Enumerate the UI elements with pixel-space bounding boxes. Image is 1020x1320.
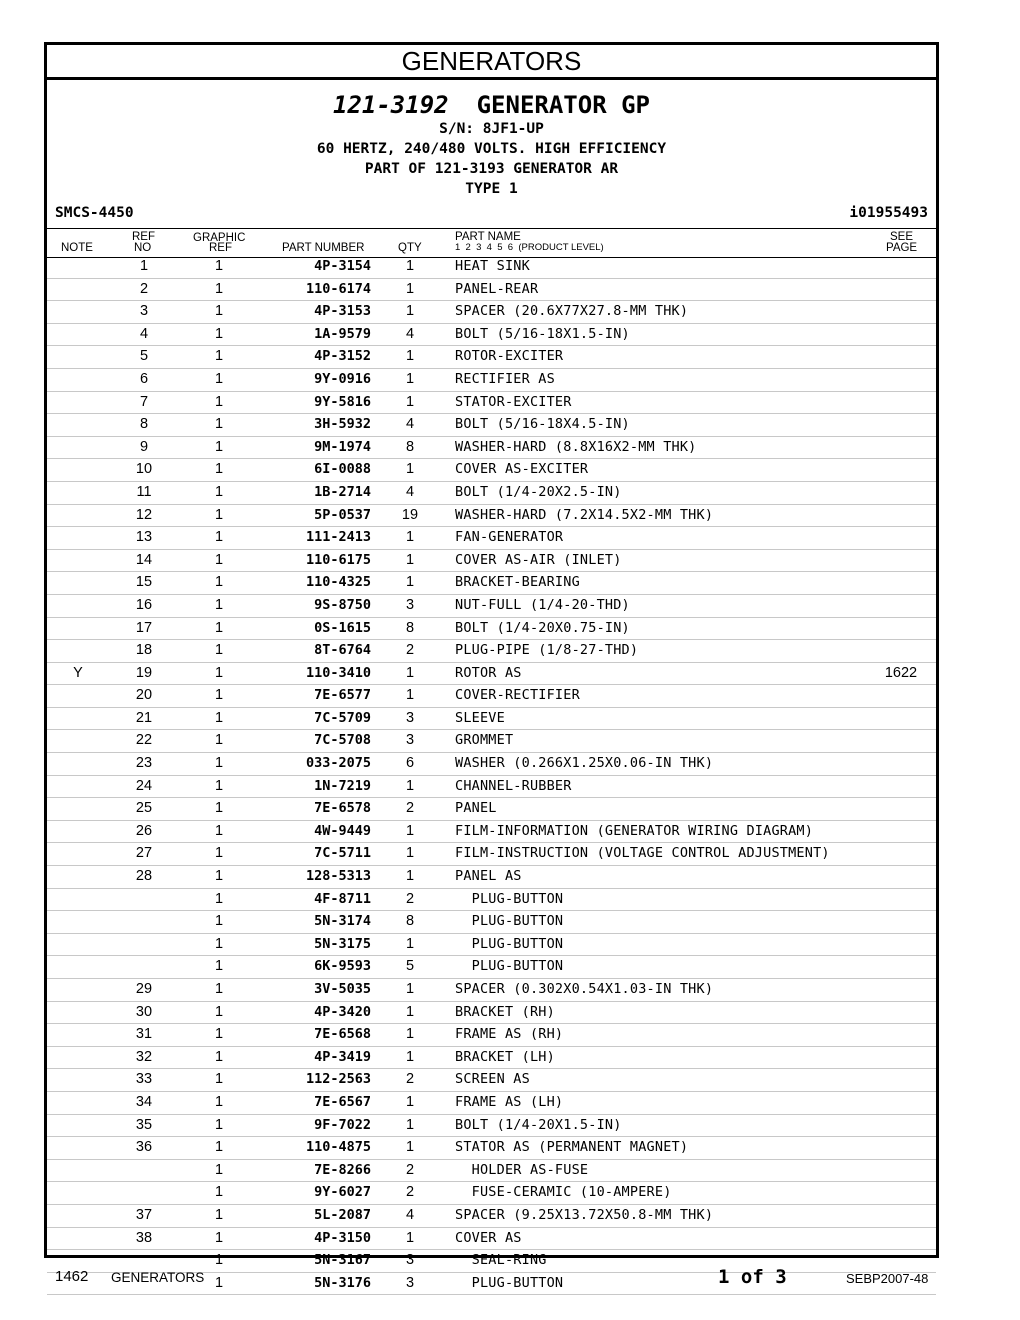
- row-graphic-ref: 1: [214, 1071, 224, 1088]
- row-ref-no: 35: [135, 1116, 153, 1133]
- row-part-name: SPACER (0.302X0.54X1.03-IN THK): [455, 981, 714, 997]
- col-qty: QTY: [398, 242, 422, 254]
- row-part-number: 4P-3420: [314, 1003, 371, 1020]
- row-ref-no: 12: [135, 506, 153, 523]
- row-part-name: SEAL-RING: [455, 1252, 547, 1269]
- row-ref-no: 25: [135, 800, 153, 817]
- row-part-number: 4F-8711: [314, 890, 371, 907]
- row-note: Y: [73, 664, 83, 681]
- row-graphic-ref: 1: [214, 325, 224, 342]
- row-qty: 1: [405, 664, 415, 681]
- row-ref-no: 17: [135, 619, 153, 636]
- row-part-name: STATOR-EXCITER: [455, 393, 572, 410]
- row-part-number: 5N-3176: [314, 1274, 371, 1291]
- row-ref-no: 30: [135, 1003, 153, 1020]
- table-row: [47, 1228, 936, 1251]
- row-part-name: ROTOR AS: [455, 664, 522, 681]
- row-part-name: FILM-INFORMATION (GENERATOR WIRING DIAGRAM): [455, 822, 814, 839]
- row-qty: 1: [405, 461, 415, 478]
- row-ref-no: 6: [139, 370, 149, 387]
- row-part-name: SLEEVE: [455, 709, 505, 726]
- row-qty: 8: [405, 438, 415, 455]
- row-part-number: 9S-8750: [314, 596, 371, 613]
- row-part-name: STATOR AS (PERMANENT MAGNET): [455, 1139, 689, 1156]
- row-graphic-ref: 1: [214, 1252, 224, 1269]
- row-part-number: 7C-5709: [314, 709, 371, 726]
- row-part-number: 128-5313: [305, 868, 371, 885]
- table-row: [47, 730, 936, 753]
- row-qty: 2: [405, 1161, 415, 1178]
- table-row: [47, 1160, 936, 1183]
- row-graphic-ref: 1: [214, 1161, 224, 1178]
- row-part-number: 6I-0088: [314, 461, 371, 478]
- row-part-name: PANEL AS: [455, 868, 522, 885]
- row-qty: 4: [405, 483, 415, 500]
- table-row: [47, 301, 936, 324]
- table-row: [47, 482, 936, 505]
- row-part-name: SPACER (20.6X77X27.8-MM THK): [455, 303, 689, 320]
- row-ref-no: 4: [139, 325, 149, 342]
- document-id: SEBP2007-48: [846, 1271, 929, 1286]
- row-part-name: BOLT (1/4-20X1.5-IN): [455, 1116, 622, 1133]
- table-row: [47, 685, 936, 708]
- table-row: [47, 934, 936, 957]
- page-footer: [0, 1266, 1020, 1290]
- row-ref-no: 37: [135, 1206, 153, 1223]
- row-qty: 1: [405, 822, 415, 839]
- row-part-name: BRACKET (RH): [455, 1003, 555, 1020]
- table-row: [47, 256, 936, 279]
- description-line: 60 HERTZ, 240/480 VOLTS. HIGH EFFICIENCY: [316, 141, 667, 157]
- row-graphic-ref: 1: [214, 1206, 224, 1223]
- row-part-number: 1B-2714: [314, 483, 371, 500]
- row-graphic-ref: 1: [214, 1026, 224, 1043]
- table-row: [47, 618, 936, 641]
- row-graphic-ref: 1: [214, 258, 224, 274]
- row-qty: 2: [405, 1071, 415, 1088]
- row-graphic-ref: 1: [214, 1116, 224, 1133]
- row-part-number: 4P-3152: [314, 348, 371, 365]
- row-qty: 1: [405, 845, 415, 862]
- row-part-name: ROTOR-EXCITER: [455, 348, 564, 365]
- row-graphic-ref: 1: [214, 642, 224, 659]
- table-row: [47, 1182, 936, 1205]
- row-graphic-ref: 1: [214, 664, 224, 681]
- row-part-number: 110-6174: [305, 280, 371, 297]
- col-ref-bottom: NO: [134, 242, 152, 254]
- row-part-name: COVER AS-AIR (INLET): [455, 551, 622, 568]
- col-see-bottom: PAGE: [886, 242, 918, 254]
- col-product-level: 1 2 3 4 5 6 (PRODUCT LEVEL): [455, 242, 604, 253]
- row-graphic-ref: 1: [214, 303, 224, 320]
- row-graphic-ref: 1: [214, 551, 224, 568]
- row-qty: 1: [405, 303, 415, 320]
- row-part-name: PLUG-BUTTON: [455, 958, 564, 975]
- row-graphic-ref: 1: [214, 845, 224, 862]
- row-part-name: FRAME AS (RH): [455, 1026, 564, 1043]
- row-part-number: 110-3410: [305, 664, 371, 681]
- table-row: [47, 911, 936, 934]
- row-part-number: 4W-9449: [314, 822, 371, 839]
- table-row: [47, 595, 936, 618]
- row-graphic-ref: 1: [214, 529, 224, 546]
- row-part-number: 4P-3419: [314, 1048, 371, 1065]
- row-part-name: BOLT (5/16-18X1.5-IN): [455, 325, 630, 342]
- table-row: [47, 843, 936, 866]
- row-qty: 2: [405, 1184, 415, 1201]
- row-part-number: 6K-9593: [314, 958, 371, 975]
- row-graphic-ref: 1: [214, 1048, 224, 1065]
- row-ref-no: 33: [135, 1071, 153, 1088]
- group-title: [47, 91, 936, 119]
- row-qty: 1: [405, 1003, 415, 1020]
- row-part-number: 9F-7022: [314, 1116, 371, 1133]
- row-graphic-ref: 1: [214, 596, 224, 613]
- row-ref-no: 16: [135, 596, 153, 613]
- row-part-number: 7E-6567: [314, 1093, 371, 1110]
- serial-number-line: S/N: 8JF1-UP: [439, 121, 544, 137]
- row-part-name: GROMMET: [455, 732, 514, 749]
- row-part-number: 111-2413: [305, 529, 371, 546]
- row-graphic-ref: 1: [214, 1274, 224, 1291]
- row-graphic-ref: 1: [214, 777, 224, 794]
- row-qty: 3: [405, 1274, 415, 1291]
- row-qty: 1: [405, 1026, 415, 1043]
- sheet-indicator: 1 of 3: [718, 1266, 787, 1288]
- row-part-number: 9Y-0916: [314, 370, 371, 387]
- table-row: [47, 979, 936, 1002]
- row-part-name: PLUG-PIPE (1/8-27-THD): [455, 642, 639, 659]
- row-part-name: WASHER (0.266X1.25X0.06-IN THK): [455, 755, 714, 772]
- row-part-number: 9Y-6027: [314, 1184, 371, 1201]
- row-ref-no: 26: [135, 822, 153, 839]
- row-part-name: FRAME AS (LH): [455, 1093, 564, 1110]
- row-qty: 2: [405, 890, 415, 907]
- row-ref-no: 24: [135, 777, 153, 794]
- row-qty: 1: [405, 1116, 415, 1133]
- row-part-name: SPACER (9.25X13.72X50.8-MM THK): [455, 1206, 714, 1223]
- row-part-number: 033-2075: [305, 755, 371, 772]
- row-part-name: PLUG-BUTTON: [455, 890, 564, 907]
- footer-section: GENERATORS: [111, 1270, 205, 1285]
- row-qty: 1: [405, 574, 415, 591]
- row-qty: 1: [405, 551, 415, 568]
- row-qty: 1: [405, 1229, 415, 1246]
- row-part-number: 7C-5708: [314, 732, 371, 749]
- table-row: [47, 866, 936, 889]
- row-graphic-ref: 1: [214, 1003, 224, 1020]
- row-qty: 19: [401, 506, 419, 523]
- row-qty: 2: [405, 800, 415, 817]
- table-row: [47, 1137, 936, 1160]
- row-graphic-ref: 1: [214, 1093, 224, 1110]
- row-part-number: 7E-6577: [314, 687, 371, 704]
- row-ref-no: 29: [135, 981, 153, 997]
- table-row: [47, 1002, 936, 1025]
- table-row: [47, 459, 936, 482]
- row-part-number: 0S-1615: [314, 619, 371, 636]
- group-number: 121-3192: [333, 91, 449, 119]
- row-part-number: 5L-2087: [314, 1206, 371, 1223]
- row-qty: 4: [405, 416, 415, 433]
- col-part-number: PART NUMBER: [282, 242, 365, 254]
- row-part-number: 4P-3150: [314, 1229, 371, 1246]
- row-qty: 1: [405, 935, 415, 952]
- row-part-name: CHANNEL-RUBBER: [455, 777, 572, 794]
- table-row: [47, 414, 936, 437]
- row-part-number: 1A-9579: [314, 325, 371, 342]
- row-qty: 3: [405, 1252, 415, 1269]
- row-ref-no: 20: [135, 687, 153, 704]
- row-qty: 3: [405, 709, 415, 726]
- row-graphic-ref: 1: [214, 461, 224, 478]
- row-ref-no: 8: [139, 416, 149, 433]
- row-ref-no: 22: [135, 732, 153, 749]
- row-part-name: COVER AS-EXCITER: [455, 461, 589, 478]
- table-row: [47, 956, 936, 979]
- row-part-name: COVER-RECTIFIER: [455, 687, 580, 704]
- col-part-name: PART NAME: [455, 231, 521, 243]
- row-part-number: 4P-3153: [314, 303, 371, 320]
- table-row: [47, 821, 936, 844]
- table-row: [47, 640, 936, 663]
- col-see-top: SEE: [890, 231, 914, 243]
- row-part-number: 7E-6568: [314, 1026, 371, 1043]
- row-part-name: COVER AS: [455, 1229, 522, 1246]
- row-part-name: NUT-FULL (1/4-20-THD): [455, 596, 630, 613]
- row-qty: 1: [405, 258, 415, 274]
- row-part-number: 5N-3167: [314, 1252, 371, 1269]
- row-part-number: 7C-5711: [314, 845, 371, 862]
- row-part-number: 5P-0537: [314, 506, 371, 523]
- row-part-number: 5N-3174: [314, 913, 371, 930]
- table-row: [47, 550, 936, 573]
- row-part-number: 4P-3154: [314, 258, 371, 274]
- table-row: [47, 1205, 936, 1228]
- row-ref-no: 31: [135, 1026, 153, 1043]
- table-row: [47, 798, 936, 821]
- row-ref-no: 19: [135, 664, 153, 681]
- row-part-name: HEAT SINK: [455, 258, 530, 274]
- row-part-number: 7E-8266: [314, 1161, 371, 1178]
- code-line: [55, 205, 928, 223]
- row-part-number: 8T-6764: [314, 642, 371, 659]
- row-graphic-ref: 1: [214, 506, 224, 523]
- row-qty: 1: [405, 1093, 415, 1110]
- row-graphic-ref: 1: [214, 1229, 224, 1246]
- row-qty: 1: [405, 1048, 415, 1065]
- row-ref-no: 2: [139, 280, 149, 297]
- row-ref-no: 14: [135, 551, 153, 568]
- row-part-name: PANEL: [455, 800, 497, 817]
- row-ref-no: 7: [139, 393, 149, 410]
- row-part-name: BRACKET (LH): [455, 1048, 555, 1065]
- table-row: [47, 1092, 936, 1115]
- row-part-name: BOLT (1/4-20X0.75-IN): [455, 619, 630, 636]
- row-ref-no: 18: [135, 642, 153, 659]
- row-part-name: PLUG-BUTTON: [455, 913, 564, 930]
- page-number: 1462: [55, 1268, 89, 1285]
- row-graphic-ref: 1: [214, 280, 224, 297]
- row-graphic-ref: 1: [214, 1184, 224, 1201]
- row-qty: 1: [405, 393, 415, 410]
- table-row: [47, 708, 936, 731]
- row-graphic-ref: 1: [214, 348, 224, 365]
- row-ref-no: 5: [139, 348, 149, 365]
- row-ref-no: 3: [139, 303, 149, 320]
- table-row: [47, 1069, 936, 1092]
- table-row: [47, 437, 936, 460]
- row-ref-no: 9: [139, 438, 149, 455]
- row-qty: 1: [405, 868, 415, 885]
- row-graphic-ref: 1: [214, 416, 224, 433]
- row-qty: 1: [405, 687, 415, 704]
- table-row: [47, 889, 936, 912]
- row-graphic-ref: 1: [214, 483, 224, 500]
- row-part-name: FAN-GENERATOR: [455, 529, 564, 546]
- row-ref-no: 13: [135, 529, 153, 546]
- col-graphic-top: GRAPHIC: [193, 232, 246, 244]
- row-qty: 4: [405, 325, 415, 342]
- row-graphic-ref: 1: [214, 1139, 224, 1156]
- row-part-number: 7E-6578: [314, 800, 371, 817]
- parts-list: [47, 256, 936, 1295]
- row-see-page: 1622: [884, 664, 918, 681]
- row-qty: 1: [405, 981, 415, 997]
- row-ref-no: 15: [135, 574, 153, 591]
- row-graphic-ref: 1: [214, 935, 224, 952]
- table-row: [47, 776, 936, 799]
- row-part-name: BOLT (1/4-20X2.5-IN): [455, 483, 622, 500]
- row-ref-no: 34: [135, 1093, 153, 1110]
- table-row: [47, 527, 936, 550]
- row-part-number: 9Y-5816: [314, 393, 371, 410]
- row-part-name: HOLDER AS-FUSE: [455, 1161, 589, 1178]
- row-qty: 3: [405, 596, 415, 613]
- row-qty: 2: [405, 642, 415, 659]
- row-ref-no: 21: [135, 709, 153, 726]
- table-row: [47, 369, 936, 392]
- row-part-number: 110-6175: [305, 551, 371, 568]
- row-part-number: 110-4875: [305, 1139, 371, 1156]
- table-row: [47, 753, 936, 776]
- table-row: [47, 1047, 936, 1070]
- row-part-number: 3V-5035: [314, 981, 371, 997]
- part-of-line: PART OF 121-3193 GENERATOR AR: [364, 161, 619, 177]
- row-qty: 1: [405, 348, 415, 365]
- row-graphic-ref: 1: [214, 800, 224, 817]
- row-graphic-ref: 1: [214, 687, 224, 704]
- row-ref-no: 27: [135, 845, 153, 862]
- table-row: [47, 279, 936, 302]
- row-graphic-ref: 1: [214, 574, 224, 591]
- row-graphic-ref: 1: [214, 370, 224, 387]
- row-part-name: WASHER-HARD (7.2X14.5X2-MM THK): [455, 506, 714, 523]
- row-graphic-ref: 1: [214, 890, 224, 907]
- col-graphic-bottom: REF: [209, 242, 232, 254]
- row-part-number: 5N-3175: [314, 935, 371, 952]
- row-part-name: BRACKET-BEARING: [455, 574, 580, 591]
- smcs-code: SMCS-4450: [55, 205, 134, 221]
- row-graphic-ref: 1: [214, 393, 224, 410]
- row-part-name: PANEL-REAR: [455, 280, 539, 297]
- row-graphic-ref: 1: [214, 822, 224, 839]
- row-graphic-ref: 1: [214, 868, 224, 885]
- group-name: GENERATOR GP: [476, 91, 650, 119]
- row-qty: 1: [405, 777, 415, 794]
- row-graphic-ref: 1: [214, 438, 224, 455]
- table-row: [47, 392, 936, 415]
- row-qty: 5: [405, 958, 415, 975]
- row-graphic-ref: 1: [214, 981, 224, 997]
- table-row: [47, 663, 936, 686]
- table-row: [47, 505, 936, 528]
- type-line: TYPE 1: [465, 181, 518, 197]
- row-part-number: 3H-5932: [314, 416, 371, 433]
- row-qty: 4: [405, 1206, 415, 1223]
- table-row: [47, 346, 936, 369]
- row-qty: 1: [405, 280, 415, 297]
- col-ref-top: REF: [132, 231, 155, 243]
- row-graphic-ref: 1: [214, 913, 224, 930]
- row-part-number: 112-2563: [305, 1071, 371, 1088]
- row-part-name: FUSE-CERAMIC (10-AMPERE): [455, 1184, 672, 1201]
- row-part-name: SCREEN AS: [455, 1071, 530, 1088]
- row-ref-no: 32: [135, 1048, 153, 1065]
- row-ref-no: 10: [135, 461, 153, 478]
- row-ref-no: 23: [135, 755, 153, 772]
- row-part-number: 110-4325: [305, 574, 371, 591]
- table-row: [47, 572, 936, 595]
- row-ref-no: 1: [139, 258, 149, 274]
- row-ref-no: 28: [135, 868, 153, 885]
- row-part-number: 1N-7219: [314, 777, 371, 794]
- table-row: [47, 1024, 936, 1047]
- row-qty: 1: [405, 529, 415, 546]
- row-qty: 1: [405, 1139, 415, 1156]
- row-part-name: PLUG-BUTTON: [455, 935, 564, 952]
- column-header: [47, 228, 936, 258]
- row-ref-no: 36: [135, 1139, 153, 1156]
- row-part-name: RECTIFIER AS: [455, 370, 555, 387]
- row-qty: 3: [405, 732, 415, 749]
- row-part-name: PLUG-BUTTON: [455, 1274, 564, 1291]
- row-part-name: BOLT (5/16-18X4.5-IN): [455, 416, 630, 433]
- row-qty: 1: [405, 370, 415, 387]
- section-title: GENERATORS: [47, 45, 936, 80]
- row-graphic-ref: 1: [214, 958, 224, 975]
- row-qty: 8: [405, 913, 415, 930]
- row-graphic-ref: 1: [214, 732, 224, 749]
- row-qty: 8: [405, 619, 415, 636]
- illustration-id: i01955493: [849, 205, 928, 221]
- row-part-name: FILM-INSTRUCTION (VOLTAGE CONTROL ADJUSTMENT): [455, 845, 830, 862]
- row-ref-no: 38: [135, 1229, 153, 1246]
- row-graphic-ref: 1: [214, 619, 224, 636]
- row-qty: 6: [405, 755, 415, 772]
- table-row: [47, 324, 936, 347]
- row-graphic-ref: 1: [214, 755, 224, 772]
- col-note: NOTE: [61, 242, 93, 254]
- row-part-number: 9M-1974: [314, 438, 371, 455]
- row-ref-no: 11: [136, 483, 152, 500]
- row-part-name: WASHER-HARD (8.8X16X2-MM THK): [455, 438, 697, 455]
- row-graphic-ref: 1: [214, 709, 224, 726]
- table-row: [47, 1115, 936, 1138]
